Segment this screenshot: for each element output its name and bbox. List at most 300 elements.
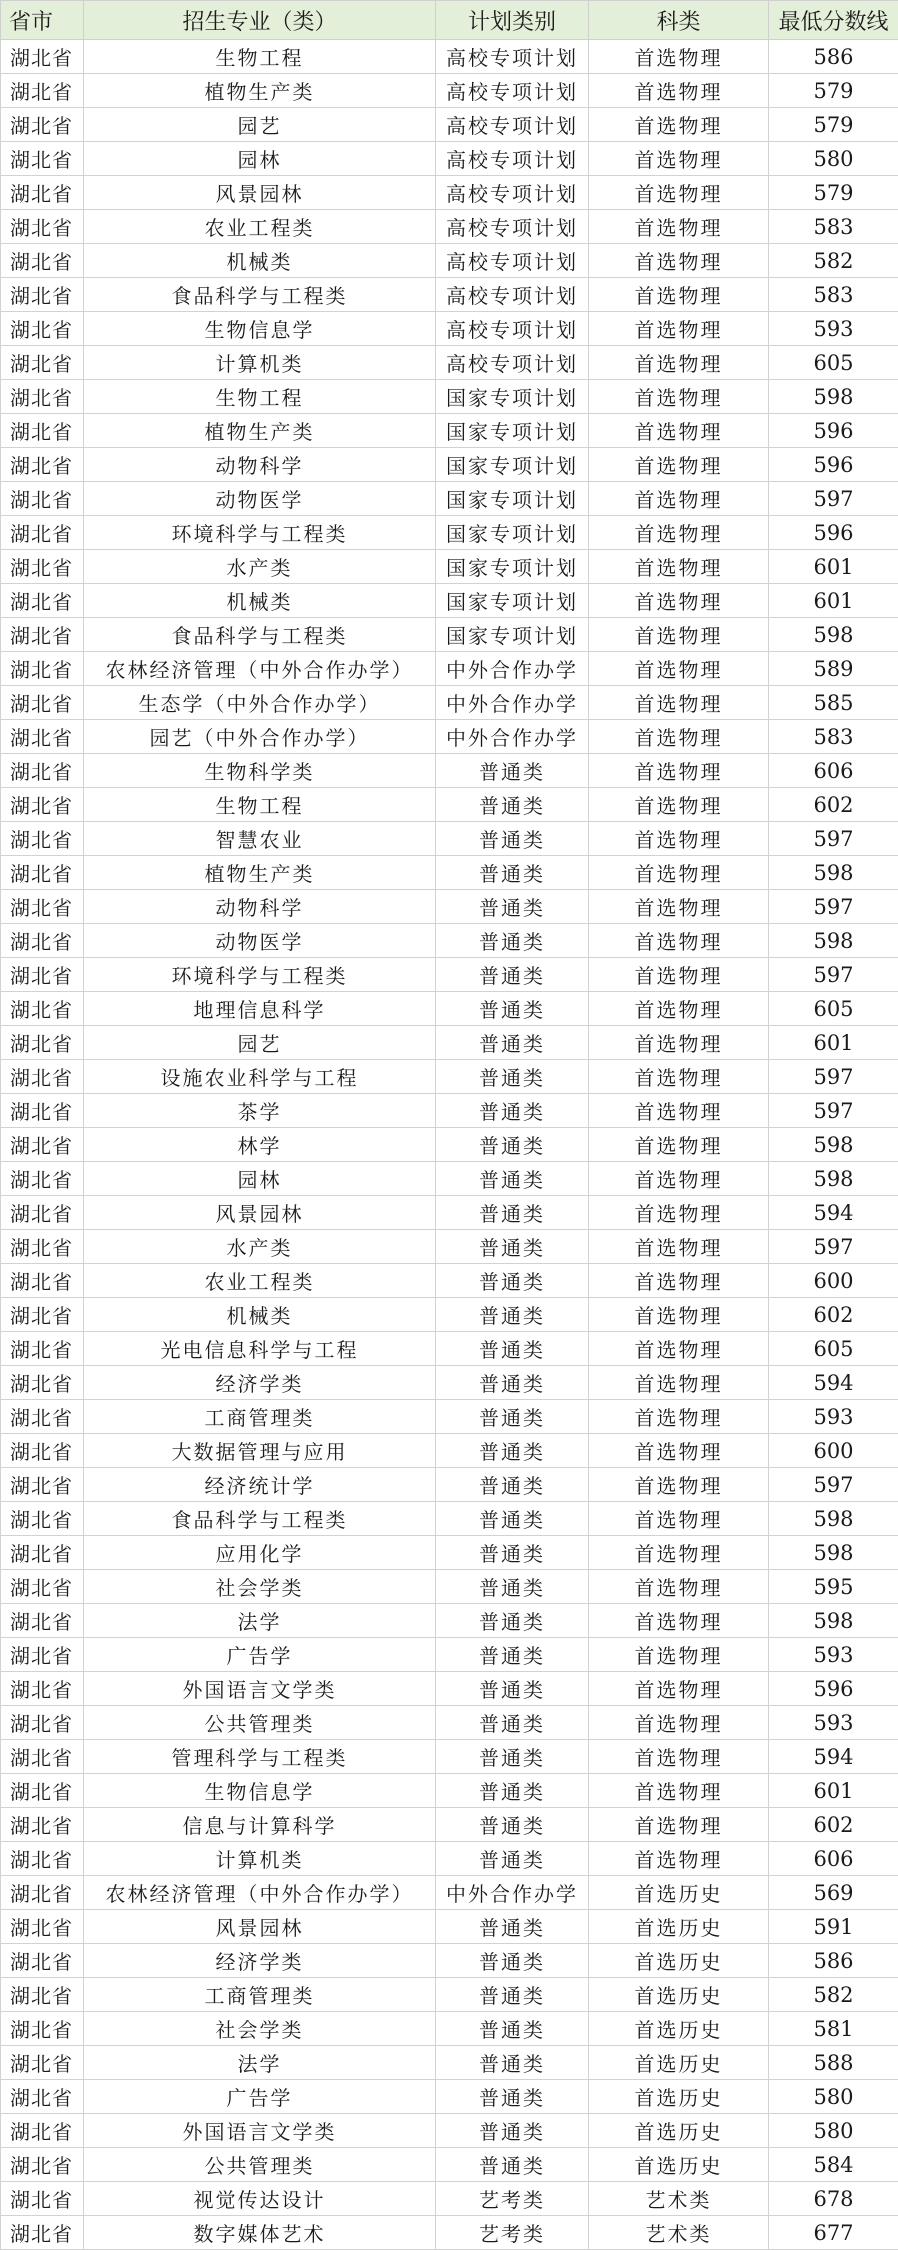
province-cell: 湖北省 [1,244,84,278]
header-province: 省市 [1,1,84,40]
subject-cell: 首选物理 [589,958,769,992]
table-row [1,74,898,108]
subject-cell: 首选物理 [589,1536,769,1570]
major-cell: 动物科学 [84,890,436,924]
province-cell: 湖北省 [1,1264,84,1298]
plan-type-cell: 普通类 [436,2148,589,2182]
header-subject: 科类 [589,1,769,40]
min-score-cell: 597 [769,1094,898,1128]
province-cell: 湖北省 [1,1502,84,1536]
table-row [1,2012,898,2046]
min-score-cell: 598 [769,924,898,958]
min-score-cell: 586 [769,40,898,74]
major-cell: 公共管理类 [84,2148,436,2182]
major-cell: 法学 [84,2046,436,2080]
subject-cell: 艺术类 [589,2216,769,2250]
plan-type-cell: 普通类 [436,1162,589,1196]
plan-type-cell: 高校专项计划 [436,176,589,210]
subject-cell: 首选物理 [589,1162,769,1196]
subject-cell: 首选物理 [589,1842,769,1876]
min-score-cell: 605 [769,992,898,1026]
province-cell: 湖北省 [1,890,84,924]
province-cell: 湖北省 [1,754,84,788]
subject-cell: 首选物理 [589,74,769,108]
min-score-cell: 602 [769,1298,898,1332]
plan-type-cell: 普通类 [436,992,589,1026]
province-cell: 湖北省 [1,2046,84,2080]
min-score-cell: 582 [769,244,898,278]
major-cell: 法学 [84,1604,436,1638]
subject-cell: 首选物理 [589,1060,769,1094]
province-cell: 湖北省 [1,652,84,686]
plan-type-cell: 普通类 [436,1094,589,1128]
province-cell: 湖北省 [1,2182,84,2216]
table-row [1,2080,898,2114]
major-cell: 广告学 [84,2080,436,2114]
province-cell: 湖北省 [1,74,84,108]
major-cell: 管理科学与工程类 [84,1740,436,1774]
plan-type-cell: 高校专项计划 [436,346,589,380]
plan-type-cell: 普通类 [436,1536,589,1570]
table-row [1,1400,898,1434]
plan-type-cell: 普通类 [436,1502,589,1536]
province-cell: 湖北省 [1,1162,84,1196]
min-score-cell: 583 [769,278,898,312]
province-cell: 湖北省 [1,1740,84,1774]
major-cell: 工商管理类 [84,1978,436,2012]
table-header [1,1,898,40]
plan-type-cell: 普通类 [436,856,589,890]
min-score-cell: 598 [769,1536,898,1570]
province-cell: 湖北省 [1,1332,84,1366]
province-cell: 湖北省 [1,822,84,856]
subject-cell: 首选物理 [589,1196,769,1230]
major-cell: 动物医学 [84,482,436,516]
min-score-cell: 593 [769,1706,898,1740]
table-row [1,1808,898,1842]
plan-type-cell: 普通类 [436,1026,589,1060]
major-cell: 光电信息科学与工程 [84,1332,436,1366]
major-cell: 外国语言文学类 [84,1672,436,1706]
province-cell: 湖北省 [1,1400,84,1434]
min-score-cell: 588 [769,2046,898,2080]
subject-cell: 首选历史 [589,2114,769,2148]
table-row [1,1264,898,1298]
min-score-cell: 594 [769,1740,898,1774]
subject-cell: 首选历史 [589,2012,769,2046]
subject-cell: 首选历史 [589,1910,769,1944]
province-cell: 湖北省 [1,1536,84,1570]
subject-cell: 首选物理 [589,890,769,924]
province-cell: 湖北省 [1,1706,84,1740]
major-cell: 动物科学 [84,448,436,482]
min-score-cell: 600 [769,1434,898,1468]
table-row [1,686,898,720]
major-cell: 社会学类 [84,2012,436,2046]
table-row [1,1672,898,1706]
table-row [1,618,898,652]
plan-type-cell: 普通类 [436,822,589,856]
plan-type-cell: 高校专项计划 [436,142,589,176]
subject-cell: 首选历史 [589,1944,769,1978]
province-cell: 湖北省 [1,346,84,380]
table-row [1,516,898,550]
table-row [1,1638,898,1672]
min-score-cell: 601 [769,1774,898,1808]
min-score-cell: 605 [769,1332,898,1366]
province-cell: 湖北省 [1,1434,84,1468]
subject-cell: 首选历史 [589,2046,769,2080]
min-score-cell: 598 [769,380,898,414]
min-score-cell: 601 [769,550,898,584]
table-row [1,482,898,516]
table-row [1,958,898,992]
min-score-cell: 580 [769,2114,898,2148]
subject-cell: 首选历史 [589,1978,769,2012]
province-cell: 湖北省 [1,2114,84,2148]
table-row [1,550,898,584]
plan-type-cell: 普通类 [436,1298,589,1332]
table-row [1,244,898,278]
table-row [1,1536,898,1570]
table-row [1,1026,898,1060]
min-score-cell: 597 [769,890,898,924]
major-cell: 视觉传达设计 [84,2182,436,2216]
table-row [1,822,898,856]
province-cell: 湖北省 [1,1842,84,1876]
subject-cell: 首选物理 [589,142,769,176]
province-cell: 湖北省 [1,2148,84,2182]
plan-type-cell: 普通类 [436,754,589,788]
min-score-cell: 597 [769,822,898,856]
province-cell: 湖北省 [1,2080,84,2114]
min-score-cell: 594 [769,1366,898,1400]
plan-type-cell: 普通类 [436,1604,589,1638]
min-score-cell: 602 [769,1808,898,1842]
plan-type-cell: 普通类 [436,1196,589,1230]
major-cell: 水产类 [84,550,436,584]
plan-type-cell: 普通类 [436,1978,589,2012]
major-cell: 林学 [84,1128,436,1162]
table-row [1,1196,898,1230]
subject-cell: 首选物理 [589,1434,769,1468]
table-row [1,2148,898,2182]
major-cell: 机械类 [84,244,436,278]
plan-type-cell: 艺考类 [436,2182,589,2216]
min-score-cell: 677 [769,2216,898,2250]
major-cell: 园林 [84,142,436,176]
major-cell: 植物生产类 [84,74,436,108]
subject-cell: 首选物理 [589,788,769,822]
subject-cell: 首选物理 [589,1468,769,1502]
table-row [1,584,898,618]
min-score-cell: 597 [769,1230,898,1264]
plan-type-cell: 艺考类 [436,2216,589,2250]
major-cell: 农林经济管理（中外合作办学） [84,652,436,686]
min-score-cell: 593 [769,1400,898,1434]
major-cell: 园艺（中外合作办学） [84,720,436,754]
subject-cell: 首选物理 [589,448,769,482]
plan-type-cell: 普通类 [436,1774,589,1808]
subject-cell: 首选物理 [589,1570,769,1604]
plan-type-cell: 普通类 [436,1944,589,1978]
min-score-cell: 594 [769,1196,898,1230]
major-cell: 园艺 [84,1026,436,1060]
province-cell: 湖北省 [1,1230,84,1264]
major-cell: 动物医学 [84,924,436,958]
min-score-cell: 598 [769,1604,898,1638]
table-row [1,40,898,74]
plan-type-cell: 中外合作办学 [436,652,589,686]
table-row [1,346,898,380]
plan-type-cell: 普通类 [436,1706,589,1740]
subject-cell: 首选物理 [589,516,769,550]
min-score-cell: 595 [769,1570,898,1604]
major-cell: 经济学类 [84,1944,436,1978]
plan-type-cell: 高校专项计划 [436,210,589,244]
major-cell: 食品科学与工程类 [84,1502,436,1536]
province-cell: 湖北省 [1,312,84,346]
table-row [1,1128,898,1162]
major-cell: 地理信息科学 [84,992,436,1026]
table-row [1,176,898,210]
subject-cell: 首选物理 [589,618,769,652]
min-score-cell: 678 [769,2182,898,2216]
subject-cell: 首选物理 [589,822,769,856]
plan-type-cell: 普通类 [436,1808,589,1842]
table-row [1,1740,898,1774]
major-cell: 经济学类 [84,1366,436,1400]
major-cell: 机械类 [84,1298,436,1332]
subject-cell: 艺术类 [589,2182,769,2216]
major-cell: 智慧农业 [84,822,436,856]
min-score-cell: 585 [769,686,898,720]
table-row [1,2046,898,2080]
province-cell: 湖北省 [1,584,84,618]
table-row [1,1366,898,1400]
min-score-cell: 598 [769,1162,898,1196]
subject-cell: 首选物理 [589,346,769,380]
subject-cell: 首选历史 [589,1876,769,1910]
plan-type-cell: 普通类 [436,924,589,958]
major-cell: 设施农业科学与工程 [84,1060,436,1094]
plan-type-cell: 高校专项计划 [436,108,589,142]
table-row [1,1570,898,1604]
province-cell: 湖北省 [1,720,84,754]
province-cell: 湖北省 [1,1026,84,1060]
province-cell: 湖北省 [1,1604,84,1638]
major-cell: 生物工程 [84,40,436,74]
plan-type-cell: 中外合作办学 [436,686,589,720]
table-row [1,1162,898,1196]
province-cell: 湖北省 [1,176,84,210]
table-row [1,788,898,822]
major-cell: 生物信息学 [84,312,436,346]
table-row [1,1298,898,1332]
min-score-cell: 584 [769,2148,898,2182]
plan-type-cell: 普通类 [436,1910,589,1944]
major-cell: 食品科学与工程类 [84,618,436,652]
plan-type-cell: 国家专项计划 [436,448,589,482]
province-cell: 湖北省 [1,1672,84,1706]
subject-cell: 首选历史 [589,2148,769,2182]
plan-type-cell: 国家专项计划 [436,380,589,414]
subject-cell: 首选物理 [589,414,769,448]
province-cell: 湖北省 [1,1196,84,1230]
subject-cell: 首选物理 [589,924,769,958]
major-cell: 外国语言文学类 [84,2114,436,2148]
province-cell: 湖北省 [1,686,84,720]
table-row [1,1502,898,1536]
subject-cell: 首选物理 [589,108,769,142]
table-row [1,278,898,312]
min-score-cell: 598 [769,618,898,652]
major-cell: 数字媒体艺术 [84,2216,436,2250]
plan-type-cell: 普通类 [436,1468,589,1502]
min-score-cell: 579 [769,176,898,210]
plan-type-cell: 中外合作办学 [436,720,589,754]
province-cell: 湖北省 [1,550,84,584]
province-cell: 湖北省 [1,1944,84,1978]
table-row [1,652,898,686]
major-cell: 生物信息学 [84,1774,436,1808]
subject-cell: 首选物理 [589,1094,769,1128]
plan-type-cell: 普通类 [436,2114,589,2148]
min-score-cell: 579 [769,74,898,108]
subject-cell: 首选物理 [589,550,769,584]
subject-cell: 首选物理 [589,1298,769,1332]
min-score-cell: 583 [769,210,898,244]
min-score-cell: 589 [769,652,898,686]
min-score-cell: 600 [769,1264,898,1298]
table-row [1,2182,898,2216]
subject-cell: 首选物理 [589,1808,769,1842]
subject-cell: 首选物理 [589,1400,769,1434]
province-cell: 湖北省 [1,1094,84,1128]
major-cell: 生物工程 [84,380,436,414]
plan-type-cell: 普通类 [436,1400,589,1434]
plan-type-cell: 普通类 [436,1570,589,1604]
min-score-cell: 597 [769,1060,898,1094]
min-score-cell: 606 [769,754,898,788]
table-row [1,1944,898,1978]
min-score-cell: 596 [769,516,898,550]
major-cell: 环境科学与工程类 [84,516,436,550]
table-row [1,754,898,788]
plan-type-cell: 普通类 [436,958,589,992]
min-score-cell: 580 [769,2080,898,2114]
table-row [1,1978,898,2012]
min-score-cell: 591 [769,1910,898,1944]
min-score-cell: 569 [769,1876,898,1910]
table-row [1,856,898,890]
major-cell: 农业工程类 [84,210,436,244]
subject-cell: 首选物理 [589,686,769,720]
table-row [1,1604,898,1638]
header-row [1,1,898,40]
major-cell: 社会学类 [84,1570,436,1604]
major-cell: 生物科学类 [84,754,436,788]
plan-type-cell: 国家专项计划 [436,516,589,550]
plan-type-cell: 普通类 [436,890,589,924]
min-score-cell: 581 [769,2012,898,2046]
table-row [1,890,898,924]
plan-type-cell: 普通类 [436,1366,589,1400]
major-cell: 经济统计学 [84,1468,436,1502]
province-cell: 湖北省 [1,1298,84,1332]
province-cell: 湖北省 [1,1060,84,1094]
min-score-cell: 596 [769,414,898,448]
major-cell: 工商管理类 [84,1400,436,1434]
plan-type-cell: 普通类 [436,2012,589,2046]
province-cell: 湖北省 [1,1774,84,1808]
min-score-cell: 596 [769,448,898,482]
subject-cell: 首选物理 [589,380,769,414]
major-cell: 应用化学 [84,1536,436,1570]
province-cell: 湖北省 [1,2216,84,2250]
subject-cell: 首选物理 [589,40,769,74]
table-row [1,720,898,754]
table-row [1,108,898,142]
major-cell: 公共管理类 [84,1706,436,1740]
table-row [1,1060,898,1094]
table-row [1,1774,898,1808]
min-score-cell: 601 [769,584,898,618]
province-cell: 湖北省 [1,1128,84,1162]
major-cell: 植物生产类 [84,414,436,448]
province-cell: 湖北省 [1,924,84,958]
min-score-cell: 606 [769,1842,898,1876]
min-score-cell: 596 [769,1672,898,1706]
subject-cell: 首选物理 [589,652,769,686]
subject-cell: 首选物理 [589,482,769,516]
plan-type-cell: 普通类 [436,788,589,822]
table-row [1,210,898,244]
min-score-cell: 597 [769,482,898,516]
min-score-cell: 582 [769,1978,898,2012]
plan-type-cell: 高校专项计划 [436,244,589,278]
province-cell: 湖北省 [1,1638,84,1672]
province-cell: 湖北省 [1,1876,84,1910]
plan-type-cell: 普通类 [436,2046,589,2080]
subject-cell: 首选物理 [589,1706,769,1740]
header-major: 招生专业（类） [84,1,436,40]
plan-type-cell: 普通类 [436,1672,589,1706]
plan-type-cell: 普通类 [436,1060,589,1094]
major-cell: 农林经济管理（中外合作办学） [84,1876,436,1910]
subject-cell: 首选物理 [589,1672,769,1706]
major-cell: 风景园林 [84,1910,436,1944]
plan-type-cell: 普通类 [436,1332,589,1366]
province-cell: 湖北省 [1,856,84,890]
major-cell: 园林 [84,1162,436,1196]
plan-type-cell: 普通类 [436,1230,589,1264]
province-cell: 湖北省 [1,1978,84,2012]
subject-cell: 首选历史 [589,2080,769,2114]
table-row [1,414,898,448]
province-cell: 湖北省 [1,1808,84,1842]
plan-type-cell: 高校专项计划 [436,312,589,346]
major-cell: 机械类 [84,584,436,618]
table-row [1,1230,898,1264]
province-cell: 湖北省 [1,992,84,1026]
table-row [1,1332,898,1366]
major-cell: 风景园林 [84,1196,436,1230]
plan-type-cell: 高校专项计划 [436,278,589,312]
major-cell: 茶学 [84,1094,436,1128]
major-cell: 园艺 [84,108,436,142]
table-row [1,2216,898,2250]
